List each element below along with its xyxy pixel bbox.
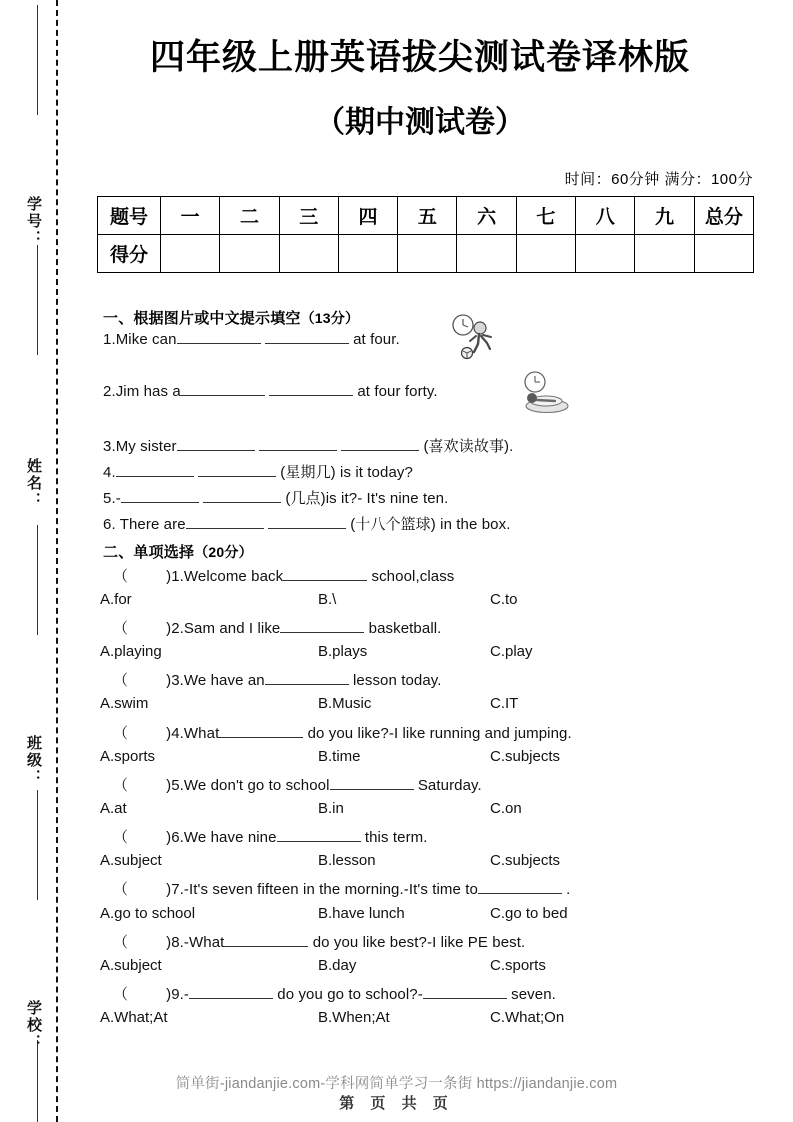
page-title: 四年级上册英语拔尖测试卷译林版 xyxy=(149,38,690,78)
choice-question-5: （ )5.We don't go to school Saturday. xyxy=(113,777,482,794)
option-c[interactable]: C.play xyxy=(490,643,533,660)
answer-blank[interactable] xyxy=(177,330,261,344)
clock-and-football-player-icon xyxy=(448,312,506,360)
option-a[interactable]: A.What;At xyxy=(100,1009,168,1026)
fill-q4-post: (星期几) is it today? xyxy=(276,464,413,481)
choice-q1-stem-post: school,class xyxy=(367,568,455,585)
option-c[interactable]: C.to xyxy=(490,591,518,608)
margin-label-student-id: 学号： xyxy=(25,196,42,247)
choice-q5-stem-pre: We don't go to school xyxy=(183,777,330,794)
answer-blank[interactable] xyxy=(265,330,349,344)
answer-blank[interactable] xyxy=(224,933,308,947)
choice-q3-stem-post: lesson today. xyxy=(348,672,442,689)
margin-divider-4 xyxy=(37,790,38,900)
answer-blank[interactable] xyxy=(203,489,281,503)
choice-question-4: （ )4.What do you like?-I like running and jumping. xyxy=(113,725,572,742)
choice-q5-number: )5. xyxy=(166,777,184,794)
choice-q2-stem-post: basketball. xyxy=(364,620,442,637)
table-row-question-numbers xyxy=(98,197,754,235)
option-a[interactable]: A.swim xyxy=(100,695,149,712)
fill-q4-pre: 4. xyxy=(103,464,116,481)
score-cell-total[interactable] xyxy=(694,235,753,273)
choice-q7-stem-pre: -It's seven fifteen in the morning.-It's time to xyxy=(183,881,478,898)
fill-question-2 xyxy=(103,382,438,400)
section-2-points: （20分） xyxy=(194,544,253,560)
score-cell-7[interactable] xyxy=(516,235,575,273)
answer-blank[interactable] xyxy=(116,463,194,477)
option-b[interactable]: B.plays xyxy=(318,643,368,660)
clock-and-sleeping-person-icon xyxy=(515,370,571,416)
margin-label-school: 学校： xyxy=(25,1000,42,1051)
score-cell-1[interactable] xyxy=(161,235,220,273)
choice-question-6: （ )6.We have nine this term. xyxy=(113,829,428,846)
score-table-col-9: 九 xyxy=(635,197,694,235)
option-b[interactable]: B.day xyxy=(318,957,357,974)
fill-q6-post: (十八个篮球) in the box. xyxy=(345,516,511,533)
score-table-col-8: 八 xyxy=(576,197,635,235)
section-1-title: 一、根据图片或中文提示填空 xyxy=(103,310,301,327)
choice-q5-stem-post: Saturday. xyxy=(413,777,482,794)
footer-watermark-url: 简单街-jiandanjie.com-学科网简单学习一条街 https://jiandanjie.com xyxy=(175,1076,618,1092)
choice-question-3: （ )3.We have an lesson today. xyxy=(113,672,442,689)
fill-q2-post: at four forty. xyxy=(353,383,438,400)
choice-q9-stem-pre: - xyxy=(183,986,190,1003)
choice-q1-stem-pre: Welcome back xyxy=(183,568,284,585)
choice-q8-stem-pre: -What xyxy=(183,934,225,951)
margin-label-student-name: 姓名： xyxy=(25,458,42,509)
answer-blank[interactable] xyxy=(189,985,273,999)
answer-blank[interactable] xyxy=(268,515,346,529)
choice-q6-stem-pre: We have nine xyxy=(183,829,277,846)
answer-blank[interactable] xyxy=(330,776,414,790)
margin-divider-3 xyxy=(37,525,38,635)
fill-question-3 xyxy=(103,435,513,456)
fill-question-6 xyxy=(103,513,510,534)
choice-q7-number: )7. xyxy=(166,881,184,898)
option-c[interactable]: C.go to bed xyxy=(490,905,568,922)
fill-q3-post: (喜欢读故事). xyxy=(419,438,514,455)
score-cell-5[interactable] xyxy=(398,235,457,273)
option-b[interactable]: B.\ xyxy=(318,591,337,608)
option-c[interactable]: C.subjects xyxy=(490,748,561,765)
choice-q8-number: )8. xyxy=(166,934,184,951)
option-b[interactable]: B.time xyxy=(318,748,361,765)
answer-blank[interactable] xyxy=(277,828,361,842)
choice-q9-number: )9. xyxy=(166,986,184,1003)
answer-blank[interactable] xyxy=(219,724,303,738)
option-a[interactable]: A.sports xyxy=(100,748,156,765)
answer-blank[interactable] xyxy=(198,463,276,477)
option-c[interactable]: C.subjects xyxy=(490,852,561,869)
score-table-col-1: 一 xyxy=(161,197,220,235)
answer-blank[interactable] xyxy=(186,515,264,529)
option-a[interactable]: A.playing xyxy=(100,643,162,660)
choice-q2-number: )2. xyxy=(166,620,184,637)
score-table-col-total: 总分 xyxy=(694,197,753,235)
answer-blank[interactable] xyxy=(269,382,353,396)
answer-blank[interactable] xyxy=(177,437,255,451)
option-b[interactable]: B.in xyxy=(318,800,344,817)
fill-q1-pre: 1.Mike can xyxy=(103,331,177,348)
fill-q5-pre: 5.- xyxy=(103,490,121,507)
section-2-title: 二、单项选择 xyxy=(103,544,195,561)
choice-q4-stem-pre: What xyxy=(183,725,220,742)
score-cell-2[interactable] xyxy=(220,235,279,273)
choice-question-1: （ )1.Welcome back school,class xyxy=(113,568,455,585)
choice-q6-number: )6. xyxy=(166,829,184,846)
choice-q3-number: )3. xyxy=(166,672,184,689)
score-table xyxy=(97,196,754,273)
option-a[interactable]: A.go to school xyxy=(100,905,196,922)
choice-question-9: （ )9.- do you go to school?- seven. xyxy=(113,986,556,1003)
score-cell-8[interactable] xyxy=(576,235,635,273)
option-c[interactable]: C.IT xyxy=(490,695,519,712)
option-c[interactable]: C.on xyxy=(490,800,522,817)
option-a[interactable]: A.at xyxy=(100,800,127,817)
answer-blank[interactable] xyxy=(283,567,367,581)
fill-question-5 xyxy=(103,487,448,508)
option-b[interactable]: B.Music xyxy=(318,695,372,712)
choice-question-8: （ )8.-What do you like best?-I like PE best. xyxy=(113,934,526,951)
margin-label-class: 班级： xyxy=(25,735,42,786)
answer-blank[interactable] xyxy=(423,985,507,999)
fill-q2-pre: 2.Jim has a xyxy=(103,383,181,400)
choice-q6-stem-post: this term. xyxy=(360,829,428,846)
option-b[interactable]: B.When;At xyxy=(318,1009,390,1026)
choice-question-7: （ )7.-It's seven fifteen in the morning.-It's time to . xyxy=(113,881,571,898)
choice-question-2: （ )2.Sam and I like basketball. xyxy=(113,620,442,637)
score-table-col-2: 二 xyxy=(220,197,279,235)
option-b[interactable]: B.have lunch xyxy=(318,905,405,922)
option-c[interactable]: C.What;On xyxy=(490,1009,565,1026)
choice-q4-stem-post: do you like?-I like running and jumping. xyxy=(303,725,572,742)
score-table-col-3: 三 xyxy=(279,197,338,235)
fill-q6-pre: 6. There are xyxy=(103,516,186,533)
choice-q1-number: )1. xyxy=(166,568,184,585)
option-c[interactable]: C.sports xyxy=(490,957,546,974)
answer-blank[interactable] xyxy=(280,619,364,633)
exam-meta-info: 时间：60分钟 满分：100分 xyxy=(564,171,753,188)
score-table-col-5: 五 xyxy=(398,197,457,235)
answer-blank[interactable] xyxy=(259,437,337,451)
section-1-heading xyxy=(103,307,359,328)
choice-q7-stem-post: . xyxy=(561,881,571,898)
answer-blank[interactable] xyxy=(341,437,419,451)
margin-divider-1 xyxy=(37,5,38,115)
footer-page-number: 第 页 共 页 xyxy=(339,1095,454,1112)
choice-q2-stem-pre: Sam and I like xyxy=(183,620,281,637)
score-table-row-label-2: 得分 xyxy=(98,235,161,273)
choice-q8-stem-post: do you like best?-I like PE best. xyxy=(308,934,526,951)
score-cell-6[interactable] xyxy=(457,235,516,273)
option-a[interactable]: A.subject xyxy=(100,957,162,974)
score-cell-9[interactable] xyxy=(635,235,694,273)
binding-dashed-line xyxy=(56,0,58,1122)
choice-q9-stem-post: seven. xyxy=(506,986,556,1003)
score-table-col-7: 七 xyxy=(516,197,575,235)
fill-q3-pre: 3.My sister xyxy=(103,438,177,455)
answer-blank[interactable] xyxy=(478,880,562,894)
choice-q4-number: )4. xyxy=(166,725,184,742)
answer-blank[interactable] xyxy=(265,671,349,685)
fill-q5-post: (几点)is it?- It's nine ten. xyxy=(281,490,449,507)
fill-question-4 xyxy=(103,461,413,482)
margin-divider-2 xyxy=(37,245,38,355)
section-2-heading xyxy=(103,541,253,562)
option-b[interactable]: B.lesson xyxy=(318,852,376,869)
fill-q1-post: at four. xyxy=(348,331,400,348)
page-subtitle: （期中测试卷） xyxy=(315,105,525,140)
option-a[interactable]: A.subject xyxy=(100,852,162,869)
section-1-points: （13分） xyxy=(300,310,360,326)
option-a[interactable]: A.for xyxy=(100,591,132,608)
answer-blank[interactable] xyxy=(181,382,265,396)
score-table-col-4: 四 xyxy=(338,197,397,235)
choice-q3-stem-pre: We have an xyxy=(183,672,265,689)
score-table-row-label-1: 题号 xyxy=(98,197,161,235)
answer-blank[interactable] xyxy=(121,489,199,503)
score-table-col-6: 六 xyxy=(457,197,516,235)
score-cell-4[interactable] xyxy=(338,235,397,273)
choice-q9-stem-mid: do you go to school?- xyxy=(273,986,423,1003)
score-cell-3[interactable] xyxy=(279,235,338,273)
fill-question-1 xyxy=(103,330,400,348)
table-row-scores xyxy=(98,235,754,273)
